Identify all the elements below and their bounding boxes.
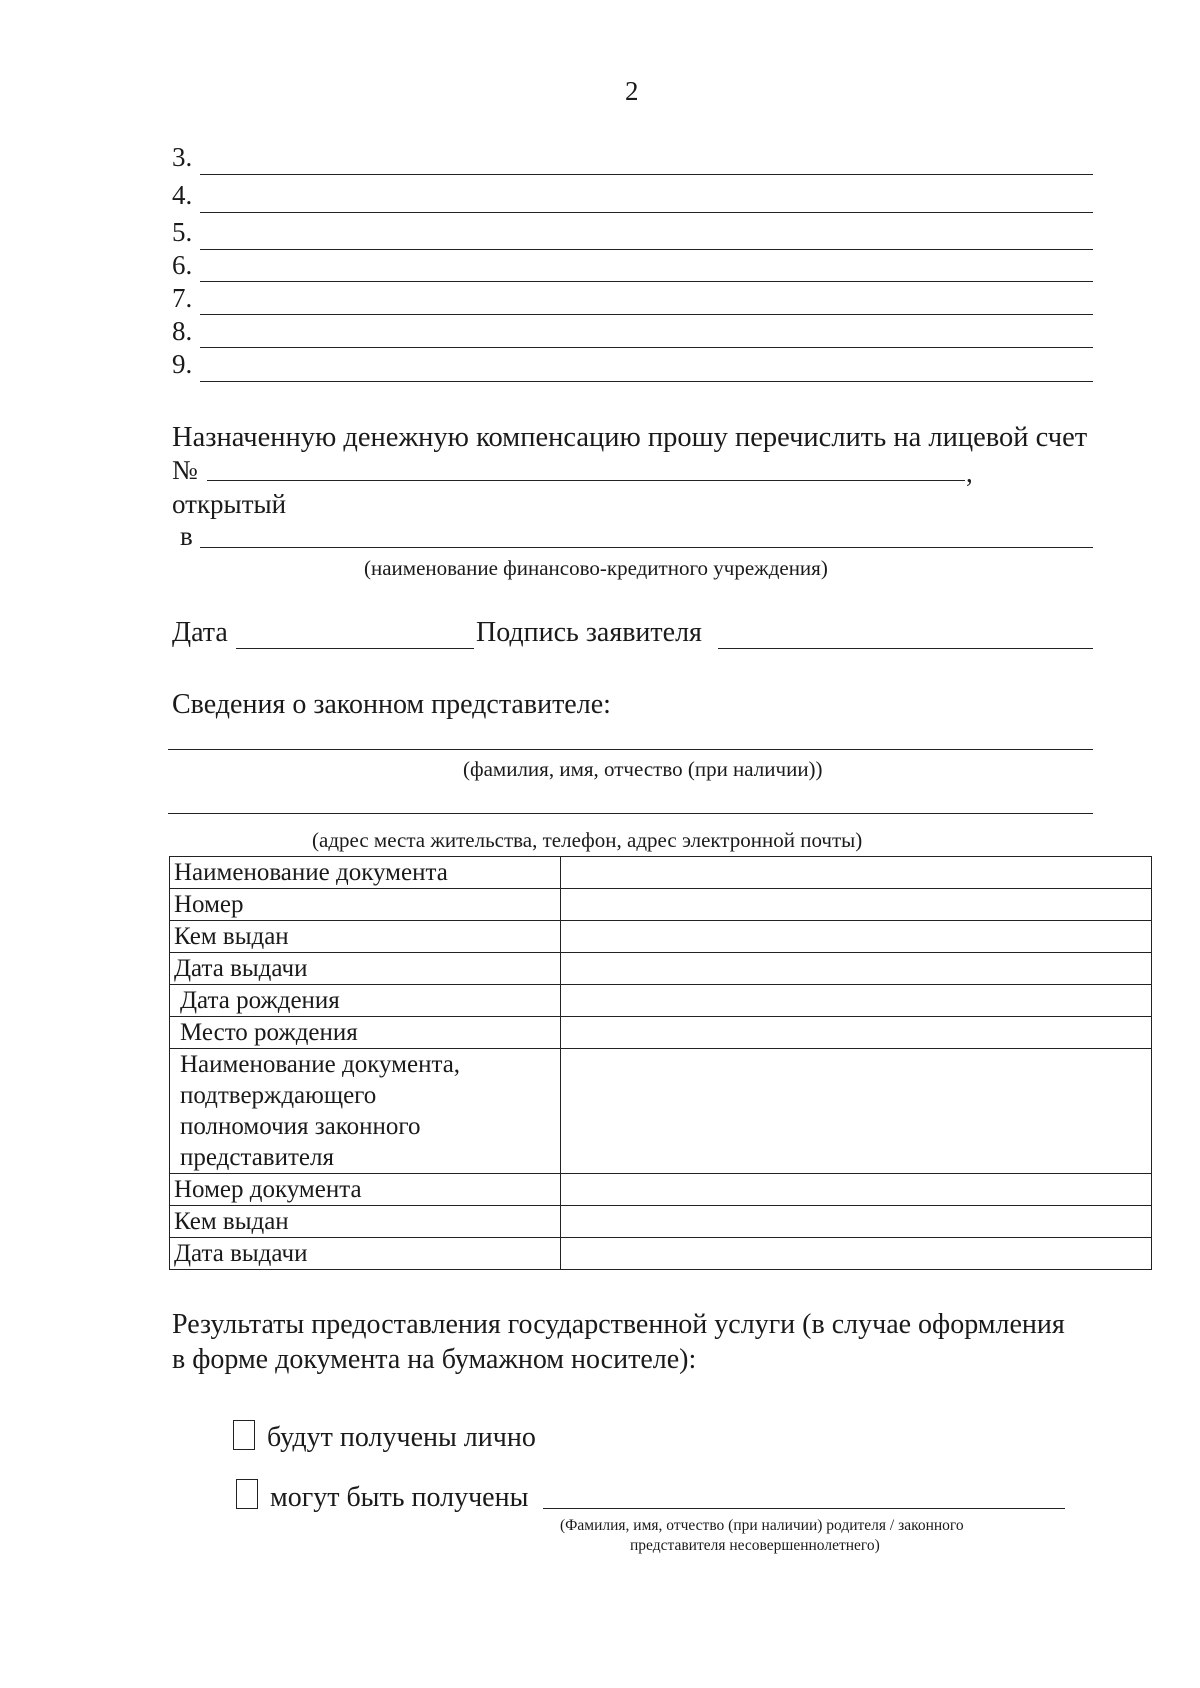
option-by-representative-label: могут быть получены <box>270 1482 529 1513</box>
account-number-sign: № <box>172 455 198 485</box>
representative-name-caption: (фамилия, имя, отчество (при наличии)) <box>463 757 823 781</box>
line-number-5: 5. <box>172 217 193 247</box>
table-row <box>170 1049 1152 1174</box>
line-number-4: 4. <box>172 180 193 210</box>
representative-name-line[interactable] <box>168 749 1093 750</box>
blank-line-3[interactable] <box>200 174 1093 175</box>
table-row <box>170 985 1152 1017</box>
line-number-3: 3. <box>172 142 193 172</box>
opened-label: открытый <box>172 489 287 519</box>
option-in-person-checkbox[interactable] <box>233 1420 255 1450</box>
table-row <box>170 953 1152 985</box>
account-number-line[interactable] <box>207 480 965 481</box>
blank-line-9[interactable] <box>200 381 1093 382</box>
option-by-representative-checkbox[interactable] <box>236 1479 258 1509</box>
row-label: Наименование документа <box>170 857 561 889</box>
representative-document-table <box>169 856 1152 1270</box>
table-row <box>170 889 1152 921</box>
row-value-cell[interactable] <box>561 1174 1152 1206</box>
row-label: Дата выдачи <box>170 953 561 985</box>
row-label: Номер <box>170 889 561 921</box>
table-row <box>170 1238 1152 1270</box>
line-number-8: 8. <box>172 316 193 346</box>
row-value-cell[interactable] <box>561 985 1152 1017</box>
row-value-cell[interactable] <box>561 889 1152 921</box>
page-number: 2 <box>625 76 639 106</box>
row-value-cell[interactable] <box>561 857 1152 889</box>
account-comma: , <box>966 458 973 488</box>
row-label-line: полномочия законного <box>180 1113 421 1140</box>
table-row <box>170 921 1152 953</box>
table-row <box>170 857 1152 889</box>
option-in-person-label: будут получены лично <box>267 1422 536 1453</box>
date-line[interactable] <box>236 648 474 649</box>
row-label-authority-document <box>170 1049 561 1174</box>
institution-line[interactable] <box>200 547 1093 548</box>
signature-label: Подпись заявителя <box>476 617 702 648</box>
representative-fullname-caption-1: (Фамилия, имя, отчество (при наличии) родителя / законного <box>560 1517 964 1534</box>
representative-address-caption: (адрес места жительства, телефон, адрес электронной почты) <box>312 828 863 852</box>
row-label: Кем выдан <box>170 1206 561 1238</box>
blank-line-6[interactable] <box>200 281 1093 282</box>
results-line-1: Результаты предоставления государственной услуги (в случае оформления <box>172 1309 1065 1340</box>
row-value-cell[interactable] <box>561 1206 1152 1238</box>
row-value-cell[interactable] <box>561 1017 1152 1049</box>
row-label: Дата выдачи <box>170 1238 561 1270</box>
blank-line-5[interactable] <box>200 249 1093 250</box>
signature-line[interactable] <box>718 648 1093 649</box>
row-value-cell[interactable] <box>561 921 1152 953</box>
row-label-line: Наименование документа, <box>180 1051 461 1078</box>
table-row <box>170 1206 1152 1238</box>
representative-fullname-line[interactable] <box>543 1508 1065 1509</box>
line-number-7: 7. <box>172 283 193 313</box>
row-label: Номер документа <box>170 1174 561 1206</box>
row-label: Кем выдан <box>170 921 561 953</box>
row-label-line: подтверждающего <box>180 1082 377 1109</box>
payment-sentence: Назначенную денежную компенсацию прошу перечислить на лицевой счет <box>172 422 1088 453</box>
date-label: Дата <box>172 617 228 648</box>
row-label: Дата рождения <box>170 985 561 1017</box>
row-label: Место рождения <box>170 1017 561 1049</box>
representative-address-line[interactable] <box>168 813 1093 814</box>
representative-fullname-caption-2: представителя несовершеннолетнего) <box>630 1537 880 1554</box>
blank-line-8[interactable] <box>200 347 1093 348</box>
row-value-cell[interactable] <box>561 1049 1152 1174</box>
table-row <box>170 1017 1152 1049</box>
line-number-9: 9. <box>172 349 193 379</box>
row-label-line: представителя <box>180 1144 334 1171</box>
in-label: в <box>180 521 193 551</box>
row-value-cell[interactable] <box>561 953 1152 985</box>
representative-heading: Сведения о законном представителе: <box>172 689 611 720</box>
line-number-6: 6. <box>172 250 193 280</box>
institution-caption: (наименование финансово-кредитного учреждения) <box>364 556 828 580</box>
row-value-cell[interactable] <box>561 1238 1152 1270</box>
blank-line-7[interactable] <box>200 314 1093 315</box>
results-line-2: в форме документа на бумажном носителе): <box>172 1344 697 1375</box>
table-row <box>170 1174 1152 1206</box>
blank-line-4[interactable] <box>200 212 1093 213</box>
